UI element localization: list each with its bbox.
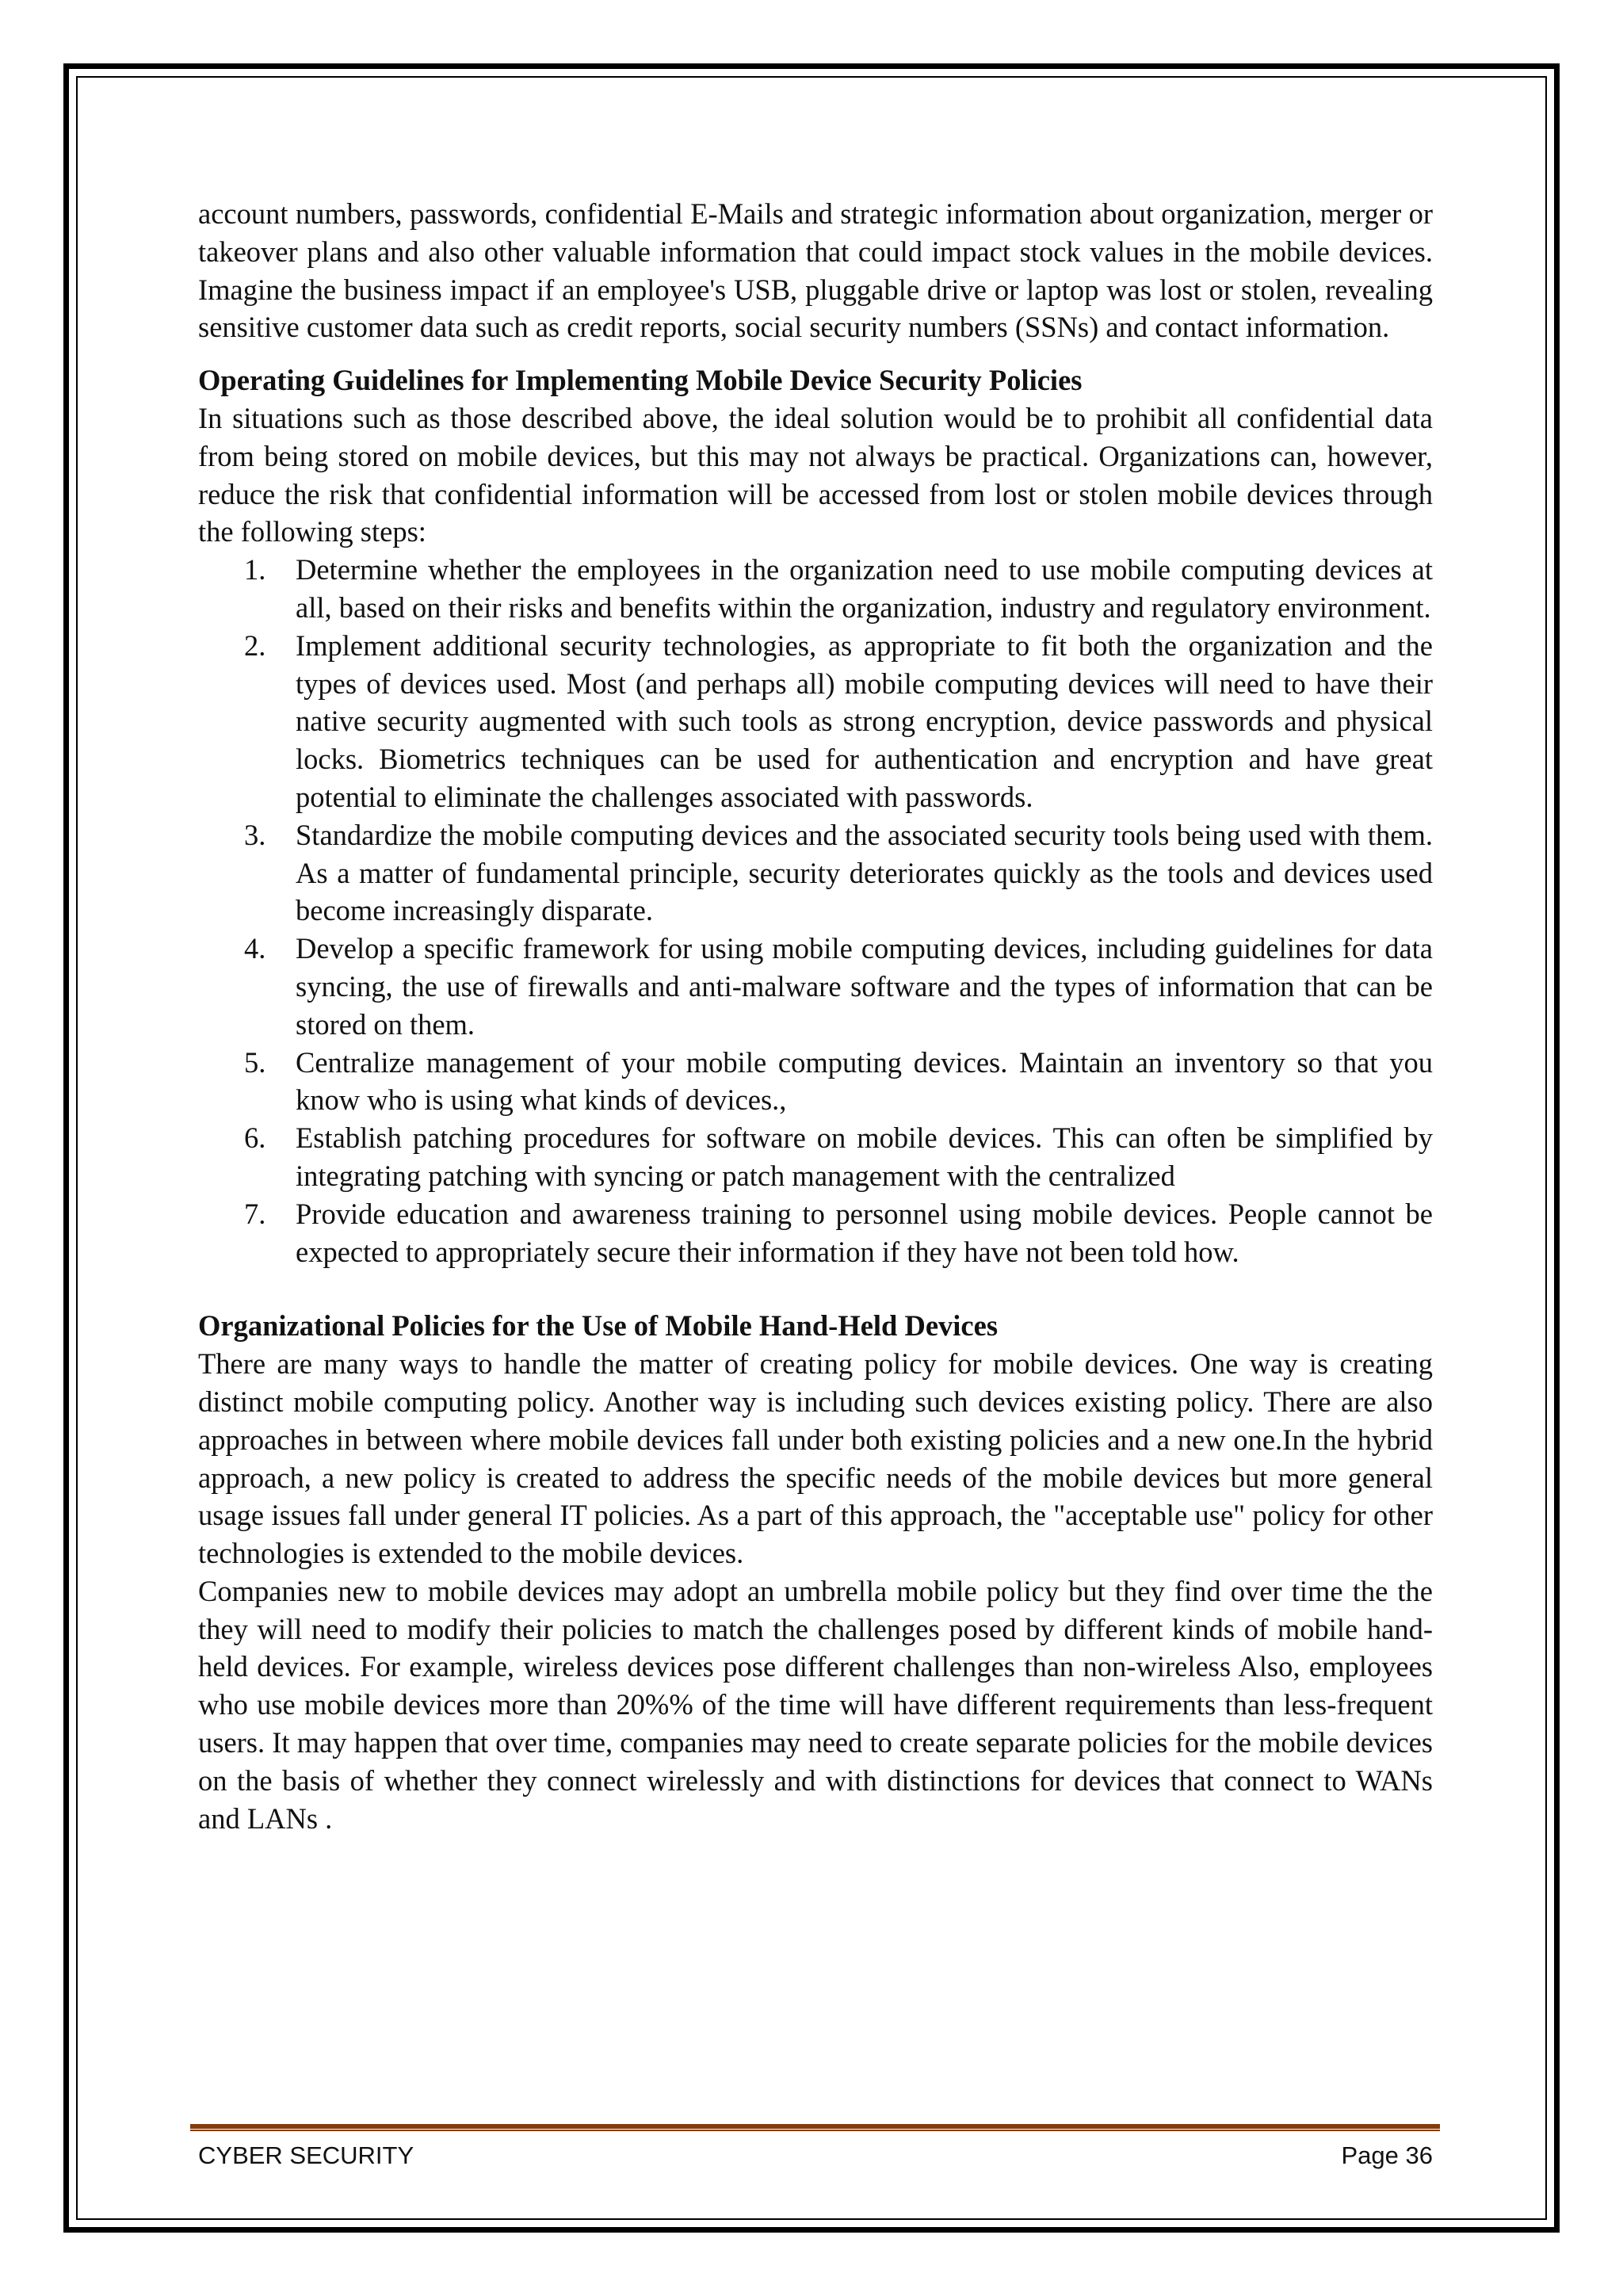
list-item-text: Standardize the mobile computing devices and the associated security tools being used with them. As a matter of fundamental principle, security deteriorates quickly as the tools and devices used become increasingly disparate. bbox=[296, 818, 1433, 927]
page-number: Page 36 bbox=[1341, 2141, 1433, 2169]
operating-guidelines-paragraph: In situations such as those described above, the ideal solution would be to prohibit all confidential data from being stored on mobile devices, but this may not always be practical. Organizations can, however, reduce the risk that confidential information will be accessed from lost or stolen mobile devices through the following steps: bbox=[198, 401, 1433, 548]
list-item-number: 1. bbox=[244, 553, 266, 586]
list-item bbox=[198, 1119, 1433, 1195]
list-item bbox=[198, 1195, 1433, 1271]
organizational-policies-paragraph-2: Companies new to mobile devices may adopt an umbrella mobile policy but they find over time the the they will need to modify their policies to match the challenges posed by different kinds of mobile hand-held devices. For example, wireless devices pose different challenges than non-wireless Also, employees who use mobile devices more than 20%% of the time will have different requirements than less-frequent users. It may happen that over time, companies may need to create separate policies for the mobile devices on the basis of whether they connect wirelessly and with distinctions for devices that connect to WANs and LANs . bbox=[198, 1574, 1433, 1835]
list-item-text: Develop a specific framework for using mobile computing devices, including guidelines for data syncing, the use of firewalls and anti-malware software and the types of information that can be stored on them. bbox=[296, 932, 1433, 1041]
list-item bbox=[198, 930, 1433, 1043]
list-item bbox=[198, 816, 1433, 930]
footer-divider-thin bbox=[190, 2130, 1440, 2131]
section-heading-organizational-policies: Organizational Policies for the Use of Mobile Hand-Held Devices bbox=[198, 1309, 999, 1343]
intro-paragraph: account numbers, passwords, confidential E-Mails and strategic information about organization, merger or takeover plans and also other valuable information that could impact stock values in the mobile devices. Imagine the business impact if an employee's USB, pluggable drive or laptop was lost or stolen, revealing sensitive customer data such as credit reports, social security numbers (SSNs) and contact information. bbox=[198, 197, 1433, 344]
list-item-text: Provide education and awareness training to personnel using mobile devices. People cannot be expected to appropriately secure their information if they have not been told how. bbox=[296, 1197, 1433, 1268]
section-heading-operating-guidelines: Operating Guidelines for Implementing Mobile Device Security Policies bbox=[198, 364, 1083, 397]
footer-divider-thick bbox=[190, 2124, 1440, 2129]
list-item-text: Implement additional security technologies, as appropriate to fit both the organization and the types of devices used. Most (and perhaps all) mobile computing devices will need to have their native security augmented with such tools as strong encryption, device passwords and physical locks. Biometrics techniques can be used for authentication and encryption and have great potential to eliminate the challenges associated with passwords. bbox=[296, 628, 1433, 813]
organizational-policies-paragraph-1: There are many ways to handle the matter of creating policy for mobile devices. One way is creating distinct mobile computing policy. Another way is including such devices existing policy. There are also approaches in between where mobile devices fall under both existing policies and a new one.In the hybrid approach, a new policy is created to address the specific needs of the mobile devices but more general usage issues fall under general IT policies. As a part of this approach, the "acceptable use" policy for other technologies is extended to the mobile devices. bbox=[198, 1347, 1433, 1570]
list-item-text: Determine whether the employees in the organization need to use mobile computing devices at all, based on their risks and benefits within the organization, industry and regulatory environment. bbox=[296, 553, 1433, 624]
steps-list bbox=[198, 551, 1433, 1270]
list-item-number: 5. bbox=[244, 1045, 266, 1079]
list-item bbox=[198, 627, 1433, 816]
list-item bbox=[198, 551, 1433, 627]
list-item-number: 6. bbox=[244, 1121, 266, 1155]
list-item-number: 7. bbox=[244, 1197, 266, 1230]
list-item bbox=[198, 1044, 1433, 1120]
list-item-text: Centralize management of your mobile computing devices. Maintain an inventory so that you know who is using what kinds of devices., bbox=[296, 1045, 1433, 1117]
footer-title: CYBER SECURITY bbox=[198, 2141, 414, 2169]
page-content bbox=[198, 195, 1433, 1837]
footer-divider bbox=[190, 2124, 1440, 2131]
list-item-number: 2. bbox=[244, 628, 266, 662]
list-item-number: 4. bbox=[244, 932, 266, 965]
list-item-number: 3. bbox=[244, 818, 266, 851]
list-item-text: Establish patching procedures for software on mobile devices. This can often be simplified by integrating patching with syncing or patch management with the centralized bbox=[296, 1121, 1433, 1192]
